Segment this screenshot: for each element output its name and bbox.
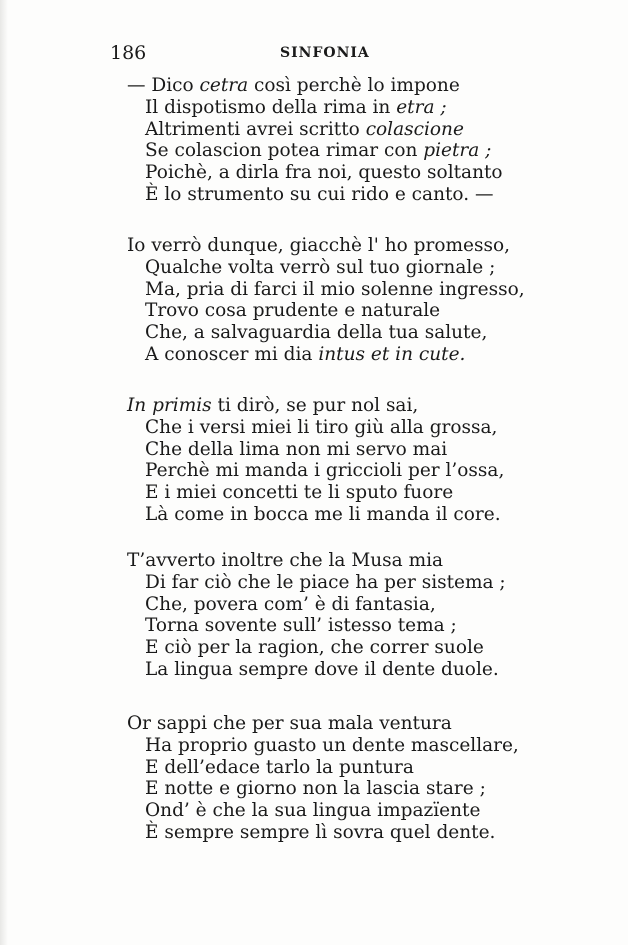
verse-line [127, 235, 510, 257]
verse-line [145, 778, 486, 800]
verse-text: così perchè lo impone [248, 75, 460, 96]
verse-line [145, 417, 497, 439]
verse-text: Or sappi che per sua mala ventura [127, 713, 452, 734]
verse-line [145, 257, 495, 279]
italic-text: In primis [127, 395, 212, 416]
verse-line [145, 504, 501, 526]
italic-text: pietra ; [423, 140, 492, 162]
verse-line [145, 140, 491, 162]
italic-text: cetra [199, 75, 249, 96]
verse-line [145, 800, 480, 822]
page-number: 186 [110, 42, 147, 64]
verse-text: Che della lima non mi servo mai [145, 438, 448, 460]
verse-line [145, 97, 447, 119]
verse-text: ti dirò, se pur nol sai, [211, 395, 419, 416]
verse-text: Perchè mi manda i griccioli per l’ossa, [145, 460, 505, 482]
verse-text: Se colascion potea rimar con [145, 140, 424, 162]
verse-line [145, 757, 414, 779]
verse-text: Là come in bocca me li manda il core. [145, 504, 501, 525]
verse-text: E i miei concetti te li sputo fuore [145, 482, 454, 504]
verse-line [145, 184, 494, 206]
verse-line [145, 659, 499, 681]
verse-text: È lo strumento su cui rido e canto. — [145, 184, 494, 205]
verse-line [145, 439, 447, 461]
verse-line [145, 279, 525, 301]
verse-text: Di far ciò che le piace ha per sistema ; [145, 571, 506, 593]
verse-text: Torna sovente sull’ istesso tema ; [145, 615, 457, 637]
verse-line [145, 344, 465, 366]
italic-text: etra ; [396, 96, 447, 118]
verse-text: E dell’edace tarlo la puntura [145, 756, 414, 778]
running-title: SINFONIA [280, 45, 370, 61]
verse-text: — Dico [127, 75, 200, 96]
page-header [110, 42, 510, 66]
verse-line [145, 637, 484, 659]
verse-line [145, 482, 453, 504]
verse-text: A conoscer mi dia [145, 344, 319, 365]
verse-text: Che, a salvaguardia della tua salute, [145, 322, 488, 344]
verse-text: Altrimenti avrei scritto [145, 118, 366, 140]
verse-text: E ciò per la ragion, che correr suole [145, 637, 484, 659]
verse-line [145, 162, 503, 184]
verse-text: È sempre sempre lì sovra quel dente. [145, 822, 496, 843]
verse-line [145, 594, 436, 616]
verse-text: Ha proprio guasto un dente mascellare, [145, 734, 519, 756]
verse-line [145, 300, 440, 322]
verse-line [127, 395, 418, 417]
verse-line [145, 735, 519, 757]
verse-text: Il dispotismo della rima in [145, 96, 397, 118]
italic-text: colascione [365, 118, 464, 140]
verse-text: Ond’ è che la sua lingua impazïente [145, 800, 481, 822]
verse-line [145, 615, 457, 637]
verse-text: Qualche volta verrò sul tuo giornale ; [145, 256, 496, 278]
verse-text: La lingua sempre dove il dente duole. [145, 659, 499, 680]
verse-text: Che, povera com’ è di fantasia, [145, 593, 436, 615]
verse-line [145, 572, 506, 594]
verse-line [127, 550, 443, 572]
verse-text: Ma, pria di farci il mio solenne ingresso, [145, 278, 525, 300]
verse-line [145, 322, 487, 344]
verse-text: Poichè, a dirla fra noi, questo soltanto [145, 162, 503, 184]
verse-text: Io verrò dunque, giacchè l' ho promesso, [127, 235, 510, 256]
verse-line [127, 713, 452, 735]
verse-text: T’avverto inoltre che la Musa mia [127, 550, 444, 571]
binding-edge [0, 0, 8, 945]
verse-text: Trovo cosa prudente e naturale [145, 300, 441, 322]
verse-line [127, 75, 460, 97]
verse-line [145, 822, 495, 844]
verse-line [145, 119, 464, 141]
verse-text: E notte e giorno non la lascia stare ; [145, 778, 486, 800]
verse-text: Che i versi miei li tiro giù alla grossa, [145, 416, 498, 438]
italic-text: intus et in cute. [318, 344, 466, 365]
verse-line [145, 460, 504, 482]
